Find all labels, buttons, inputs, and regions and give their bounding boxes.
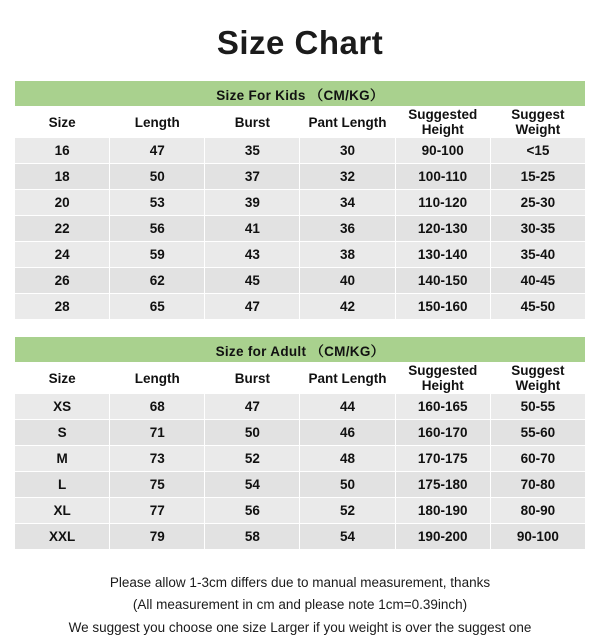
cell-suggested-height: 160-165	[395, 394, 490, 420]
cell-burst: 43	[205, 242, 300, 268]
cell-length: 68	[110, 394, 205, 420]
adult-section-heading: Size for Adult （CM/KG）	[15, 337, 586, 363]
cell-pant-length: 36	[300, 216, 395, 242]
cell-length: 47	[110, 138, 205, 164]
note-line-3: We suggest you choose one size Larger if you weight is over the suggest one	[68, 619, 532, 635]
cell-length: 65	[110, 294, 205, 320]
column-header-length: Length	[110, 363, 205, 394]
table-row	[15, 138, 586, 164]
cell-size: S	[15, 420, 110, 446]
adult-section-heading-row	[15, 337, 586, 363]
cell-suggested-height: 130-140	[395, 242, 490, 268]
cell-burst: 45	[205, 268, 300, 294]
table-row	[15, 524, 586, 550]
cell-size: 28	[15, 294, 110, 320]
cell-suggest-weight: 45-50	[490, 294, 585, 320]
cell-size: 20	[15, 190, 110, 216]
table-row	[15, 216, 586, 242]
cell-suggested-height: 175-180	[395, 472, 490, 498]
cell-burst: 47	[205, 294, 300, 320]
cell-length: 50	[110, 164, 205, 190]
cell-suggest-weight: 25-30	[490, 190, 585, 216]
table-row	[15, 394, 586, 420]
cell-size: 24	[15, 242, 110, 268]
cell-suggest-weight: 90-100	[490, 524, 585, 550]
cell-pant-length: 50	[300, 472, 395, 498]
cell-suggest-weight: 40-45	[490, 268, 585, 294]
table-row	[15, 498, 586, 524]
table-row	[15, 242, 586, 268]
cell-length: 71	[110, 420, 205, 446]
cell-burst: 52	[205, 446, 300, 472]
column-header-suggest-weight: Suggest Weight	[490, 363, 585, 394]
cell-length: 77	[110, 498, 205, 524]
cell-length: 62	[110, 268, 205, 294]
kids-column-header-row	[15, 107, 586, 138]
table-row	[15, 294, 586, 320]
table-row	[15, 420, 586, 446]
cell-suggested-height: 100-110	[395, 164, 490, 190]
cell-suggested-height: 110-120	[395, 190, 490, 216]
cell-suggest-weight: 35-40	[490, 242, 585, 268]
cell-pant-length: 48	[300, 446, 395, 472]
table-row	[15, 190, 586, 216]
cell-pant-length: 52	[300, 498, 395, 524]
cell-suggest-weight: 30-35	[490, 216, 585, 242]
cell-length: 73	[110, 446, 205, 472]
column-header-burst: Burst	[205, 107, 300, 138]
cell-suggested-height: 140-150	[395, 268, 490, 294]
cell-suggested-height: 160-170	[395, 420, 490, 446]
cell-length: 53	[110, 190, 205, 216]
cell-suggest-weight: 50-55	[490, 394, 585, 420]
cell-size: 18	[15, 164, 110, 190]
column-header-pant-length: Pant Length	[300, 107, 395, 138]
cell-burst: 39	[205, 190, 300, 216]
cell-suggest-weight: 15-25	[490, 164, 585, 190]
cell-size: XL	[15, 498, 110, 524]
column-header-size: Size	[15, 363, 110, 394]
cell-pant-length: 40	[300, 268, 395, 294]
cell-burst: 41	[205, 216, 300, 242]
cell-suggested-height: 120-130	[395, 216, 490, 242]
cell-suggest-weight: 70-80	[490, 472, 585, 498]
kids-section-heading: Size For Kids （CM/KG）	[15, 81, 586, 107]
cell-suggest-weight: 80-90	[490, 498, 585, 524]
column-header-suggested-height: Suggested Height	[395, 363, 490, 394]
table-row	[15, 472, 586, 498]
column-header-burst: Burst	[205, 363, 300, 394]
adult-column-header-row	[15, 363, 586, 394]
cell-suggest-weight: 55-60	[490, 420, 585, 446]
cell-pant-length: 46	[300, 420, 395, 446]
cell-size: XXL	[15, 524, 110, 550]
cell-suggested-height: 170-175	[395, 446, 490, 472]
cell-burst: 50	[205, 420, 300, 446]
table-row	[15, 268, 586, 294]
table-row	[15, 446, 586, 472]
cell-length: 79	[110, 524, 205, 550]
cell-suggested-height: 90-100	[395, 138, 490, 164]
cell-burst: 35	[205, 138, 300, 164]
cell-pant-length: 54	[300, 524, 395, 550]
cell-size: XS	[15, 394, 110, 420]
kids-section-heading-row	[15, 81, 586, 107]
cell-pant-length: 32	[300, 164, 395, 190]
column-header-suggest-weight: Suggest Weight	[490, 107, 585, 138]
cell-length: 56	[110, 216, 205, 242]
column-header-suggested-height: Suggested Height	[395, 107, 490, 138]
cell-pant-length: 44	[300, 394, 395, 420]
adult-size-table	[14, 336, 586, 550]
table-row	[15, 164, 586, 190]
cell-suggest-weight: 60-70	[490, 446, 585, 472]
page-title: Size Chart	[216, 24, 384, 61]
cell-size: 16	[15, 138, 110, 164]
cell-length: 59	[110, 242, 205, 268]
cell-suggest-weight: <15	[490, 138, 585, 164]
cell-burst: 47	[205, 394, 300, 420]
note-line-1: Please allow 1-3cm differs due to manual measurement, thanks	[109, 575, 491, 590]
column-header-pant-length: Pant Length	[300, 363, 395, 394]
cell-burst: 56	[205, 498, 300, 524]
cell-size: M	[15, 446, 110, 472]
cell-size: 26	[15, 268, 110, 294]
cell-size: 22	[15, 216, 110, 242]
cell-burst: 54	[205, 472, 300, 498]
cell-pant-length: 30	[300, 138, 395, 164]
cell-suggested-height: 190-200	[395, 524, 490, 550]
kids-size-table	[14, 80, 586, 320]
cell-length: 75	[110, 472, 205, 498]
cell-pant-length: 42	[300, 294, 395, 320]
measurement-notes	[14, 572, 586, 639]
cell-suggested-height: 150-160	[395, 294, 490, 320]
cell-burst: 37	[205, 164, 300, 190]
cell-pant-length: 34	[300, 190, 395, 216]
cell-size: L	[15, 472, 110, 498]
cell-pant-length: 38	[300, 242, 395, 268]
column-header-length: Length	[110, 107, 205, 138]
note-line-2: (All measurement in cm and please note 1cm=0.39inch)	[132, 597, 468, 613]
column-header-size: Size	[15, 107, 110, 138]
cell-burst: 58	[205, 524, 300, 550]
cell-suggested-height: 180-190	[395, 498, 490, 524]
